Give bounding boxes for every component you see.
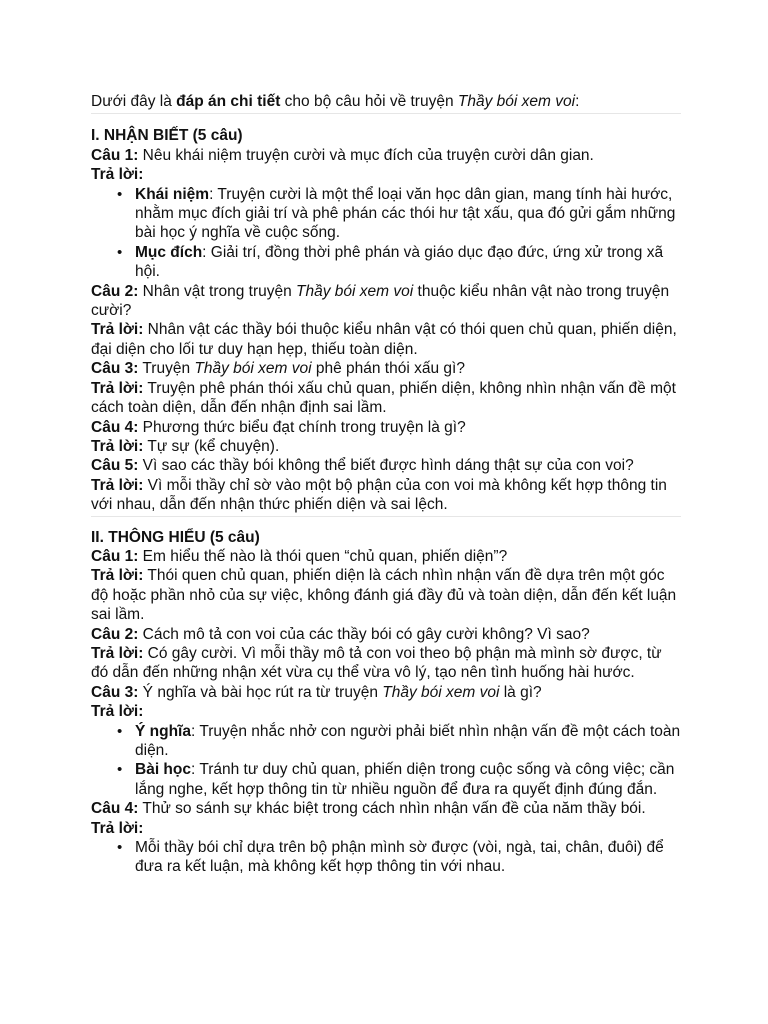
answer-label-text: Trả lời: xyxy=(91,476,144,494)
answer-label-text: Trả lời: xyxy=(91,437,144,455)
answer-label xyxy=(91,165,681,184)
bullet-term: Bài học xyxy=(135,761,191,779)
document-content xyxy=(91,92,681,877)
bullet-term: Khái niệm xyxy=(135,185,210,203)
intro-bold: đáp án chi tiết xyxy=(176,93,281,110)
question-label: Câu 1: xyxy=(91,547,139,565)
section-title: I. NHẬN BIẾT (5 câu) xyxy=(91,127,243,145)
list-item xyxy=(135,185,681,243)
question xyxy=(91,625,681,644)
answer-label-text: Trả lời: xyxy=(91,321,144,339)
answer-label xyxy=(91,819,681,838)
list-item xyxy=(135,722,681,761)
answer-list xyxy=(91,722,681,800)
bullet-term: Ý nghĩa xyxy=(135,722,191,740)
answer-text: Tự sự (kể chuyện). xyxy=(143,437,280,455)
answer-text: Thói quen chủ quan, phiến diện là cách nhìn nhận vấn đề dựa trên một góc độ hoặc phần nhỏ của sự việc, không đánh giá đầy đủ và toàn diện, dẫn đến kết luận sai lầm. xyxy=(91,567,677,624)
question-label: Câu 2: xyxy=(91,282,139,300)
list-item xyxy=(135,243,681,282)
answer-list xyxy=(91,838,681,877)
answer xyxy=(91,644,681,683)
answer-text: Nhân vật các thầy bói thuộc kiểu nhân vật có thói quen chủ quan, phiến diện, đại diện cho lối tư duy hạn hẹp, thiếu toàn diện. xyxy=(91,321,677,358)
answer xyxy=(91,379,681,418)
question-text: phê phán thói xấu gì? xyxy=(311,360,465,378)
question-text: Nêu khái niệm truyện cười và mục đích của truyện cười dân gian. xyxy=(138,146,594,164)
intro-colon: : xyxy=(575,93,580,110)
bullet-text: : Giải trí, đồng thời phê phán và giáo dục đạo đức, ứng xử trong xã hội. xyxy=(135,243,664,281)
answer-label xyxy=(91,702,681,721)
question xyxy=(91,418,681,437)
question-text: Em hiểu thế nào là thói quen “chủ quan, phiến diện”? xyxy=(138,547,508,565)
answer-label-text: Trả lời: xyxy=(91,703,144,721)
bullet-text: Mỗi thầy bói chỉ dựa trên bộ phận mình sờ được (vòi, ngà, tai, chân, đuôi) để đưa ra kết luận, mà không kết hợp thông tin với nhau. xyxy=(135,839,664,876)
divider xyxy=(91,516,681,517)
answer xyxy=(91,476,681,515)
section-thong-hieu xyxy=(91,528,681,877)
list-item xyxy=(135,838,681,877)
divider xyxy=(91,113,681,114)
question xyxy=(91,799,681,818)
question xyxy=(91,282,681,321)
answer xyxy=(91,566,681,624)
question-text: Truyện xyxy=(138,360,195,378)
question-label: Câu 3: xyxy=(91,683,139,701)
bullet-text: : Tránh tư duy chủ quan, phiến diện trong cuộc sống và công việc; cần lắng nghe, kết hợp thông tin từ nhiều nguồn để đưa ra quyết định đúng đắn. xyxy=(135,761,675,798)
answer-text: Có gây cười. Vì mỗi thầy mô tả con voi theo bộ phận mà mình sờ được, từ đó dẫn đến những nhận xét vừa cụ thể vừa vô lý, tạo nên tình huống hài hước. xyxy=(91,644,662,682)
question-label: Câu 1: xyxy=(91,146,139,164)
answer-label-text: Trả lời: xyxy=(91,567,144,585)
answer-label-text: Trả lời: xyxy=(91,819,144,837)
question xyxy=(91,146,681,165)
question-text: Phương thức biểu đạt chính trong truyện là gì? xyxy=(138,418,466,436)
bullet-term: Mục đích xyxy=(135,243,203,261)
question-text: Vì sao các thầy bói không thể biết được hình dáng thật sự của con voi? xyxy=(138,457,634,475)
bullet-text: : Truyện cười là một thể loại văn học dân gian, mang tính hài hước, nhằm mục đích giải trí và phê phán các thói hư tật xấu, qua đó gửi gắm những bài học ý nghĩa về cuộc sống. xyxy=(135,185,676,242)
answer-label-text: Trả lời: xyxy=(91,644,144,662)
answer-label-text: Trả lời: xyxy=(91,379,144,397)
question-text: Nhân vật trong truyện xyxy=(138,282,297,300)
answer-text: Truyện phê phán thói xấu chủ quan, phiến diện, không nhìn nhận vấn đề một cách toàn diện, dẫn đến nhận định sai lầm. xyxy=(91,379,676,417)
question-text: là gì? xyxy=(499,683,542,701)
question-text: Ý nghĩa và bài học rút ra từ truyện xyxy=(138,683,383,701)
section-title: II. THÔNG HIỂU (5 câu) xyxy=(91,528,260,546)
question-label: Câu 4: xyxy=(91,418,139,436)
question-label: Câu 5: xyxy=(91,457,139,475)
question xyxy=(91,359,681,378)
answer-text: Vì mỗi thầy chỉ sờ vào một bộ phận của con voi mà không kết hợp thông tin với nhau, dẫn đến nhận thức phiến diện và sai lệch. xyxy=(91,476,667,514)
intro-text-mid: cho bộ câu hỏi về truyện xyxy=(280,93,458,110)
story-title: Thầy bói xem voi xyxy=(296,282,414,300)
question-label: Câu 3: xyxy=(91,360,139,378)
question-label: Câu 2: xyxy=(91,625,139,643)
question-text: Thử so sánh sự khác biệt trong cách nhìn nhận vấn đề của năm thầy bói. xyxy=(138,800,646,818)
question-text: Cách mô tả con voi của các thầy bói có gây cười không? Vì sao? xyxy=(138,625,590,643)
intro-paragraph xyxy=(91,92,681,111)
story-title: Thầy bói xem voi xyxy=(194,360,312,378)
question-label: Câu 4: xyxy=(91,800,139,818)
section-nhan-biet xyxy=(91,126,681,514)
bullet-text: : Truyện nhắc nhở con người phải biết nhìn nhận vấn đề một cách toàn diện. xyxy=(135,722,681,759)
answer xyxy=(91,437,681,456)
question-text: thuộc kiểu nhân vật nào trong truyện cười? xyxy=(91,282,670,320)
question xyxy=(91,547,681,566)
intro-text: Dưới đây là xyxy=(91,93,177,110)
answer xyxy=(91,320,681,359)
list-item xyxy=(135,760,681,799)
story-title: Thầy bói xem voi xyxy=(457,93,576,110)
question xyxy=(91,683,681,702)
story-title: Thầy bói xem voi xyxy=(382,683,500,701)
answer-label-text: Trả lời: xyxy=(91,166,144,184)
answer-list xyxy=(91,185,681,282)
question xyxy=(91,456,681,475)
